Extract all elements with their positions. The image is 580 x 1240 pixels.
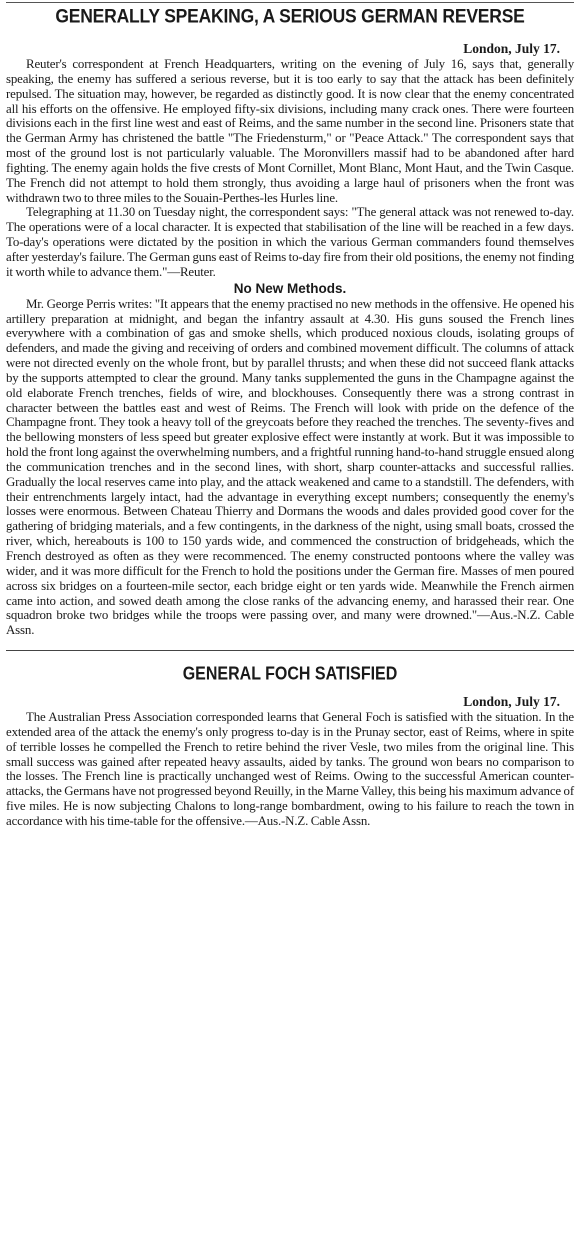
paragraph: Reuter's correspondent at French Headquarters, writing on the evening of July 16, says that, generally speaking, the enemy has suffered a serious reverse, but it is too early to say that the attack has been definitely repulsed. The situation may, however, be regarded as distinctly good. It is now clear that the enemy concentrated all his efforts on the offensive. He employed fifty-six divisions, including many crack ones. There were fourteen divisions each in the first line west and east of Reims, and the same number in the second line. Prisoners state that the German Army has christened the battle "The Friedensturm," or "Peace Attack." The correspondent says that most of the ground lost is not particularly valuable. The Moronvillers massif had to be abandoned after hard fighting. The enemy again holds the five crests of Mont Cornillet, Mont Blanc, Mont Haut, and the Twin Casque. The French did not attempt to hold them strongly, thus avoiding a large haul of prisoners when the front was withdrawn two to three miles to the Souain-Perthes-les Hurles line. [6,57,574,205]
article-serious-german-reverse [6,5,574,638]
dateline: London, July 17. [463,694,560,710]
paragraph: Mr. George Perris writes: "It appears that the enemy practised no new methods in the offensive. He opened his artillery preparation at midnight, and began the infantry assault at 4.30. His guns soused the French lines everywhere with a combination of gas and smoke shells, which produced noxious clouds, isolating groups of defenders, and made the giving and receiving of orders and combined movement difficult. The columns of attack were not directed evenly on the whole front, but by parallel thrusts; and when these did not succeed flank attacks by the supports attempted to clear the ground. Many tanks supplemented the guns in the Champagne against the old elaborate French trenches, fields of wire, and blockhouses. Consequently there was a strong contrast in character between the battles east and west of Reims. The French will look with pride on the defence of the Champagne front. They took a heavy toll of the greycoats before they reached the trenches. The seventy-fives and the bellowing monsters of less speed but greater explosive effect were instantly at work. But it was impossible to hold the front long against the overwhelming numbers, and a frightful running hand-to-hand struggle ensued along the communication trenches and in the second lines, with short, sharp counter-attacks and successful rallies. Gradually the local reserves came into play, and the attack weakened and came to a standstill. The defenders, with their entrenchments largely intact, had the advantage in everything except numbers; consequently the enemy's losses were enormous. Between Chateau Thierry and Dormans the woods and dales provided good cover for the gathering of bridging materials, and a few contingents, in the darkness of the night, using small boats, crossed the river, which, hereabouts is 100 to 150 yards wide, and commenced the construction of bridgeheads, which the French destroyed as often as they were recommenced. The enemy constructed pontoons where the valley was wider, and it was more difficult for the French to hold the positions under the German fire. Masses of men poured across six bridges on a fourteen-mile sector, each bridge eight or ten yards wide. Meanwhile the French airmen came into action, and sowed death among the close ranks of the advancing enemy, and harassed their rear. One squadron broke two bridges while the troops were passing over, and many were drowned."—Aus.-N.Z. Cable Assn. [6,296,574,638]
article-general-foch-satisfied [6,664,574,829]
subheading: No New Methods. [233,280,347,296]
headline: GENERAL FOCH SATISFIED [182,664,398,685]
paragraph: The Australian Press Association corresponded learns that General Foch is satisfied with the situation. In the extended area of the attack the enemy's only progress to-day is in the Prunay sector, east of Reims, where in spite of terrible losses he compelled the French to retire behind the river Vesle, two miles from the original line. This small success was gained after repeated heavy assaults, aided by tanks. The ground won bears no comparison to the losses. The French line is practically unchanged west of Reims. Owing to the successful American counter-attacks, the Germans have not progressed beyond Reuilly, in the Marne Valley, this being his maximum advance of five miles. He is now subjecting Chalons to long-range bombardment, owing to his failure to reach the town in accordance with his time-table for the offensive.—Aus.-N.Z. Cable Assn. [6,710,574,828]
article-divider [6,638,574,660]
divider-rule [6,650,574,651]
dateline: London, July 17. [463,41,560,56]
paragraph: Telegraphing at 11.30 on Tuesday night, the correspondent says: "The general attack was not renewed to-day. The operations were of a local character. It is expected that stabilisation of the line will be reached in a few days. To-day's operations were dictated by the position in which the various German commanders found themselves after yesterday's failure. The German guns east of Reims to-day fire from their old positions, the enemy not finding it worth while to advance them."—Reuter. [6,205,574,279]
headline: GENERALLY SPEAKING, A SERIOUS GERMAN REVERSE [55,4,525,28]
